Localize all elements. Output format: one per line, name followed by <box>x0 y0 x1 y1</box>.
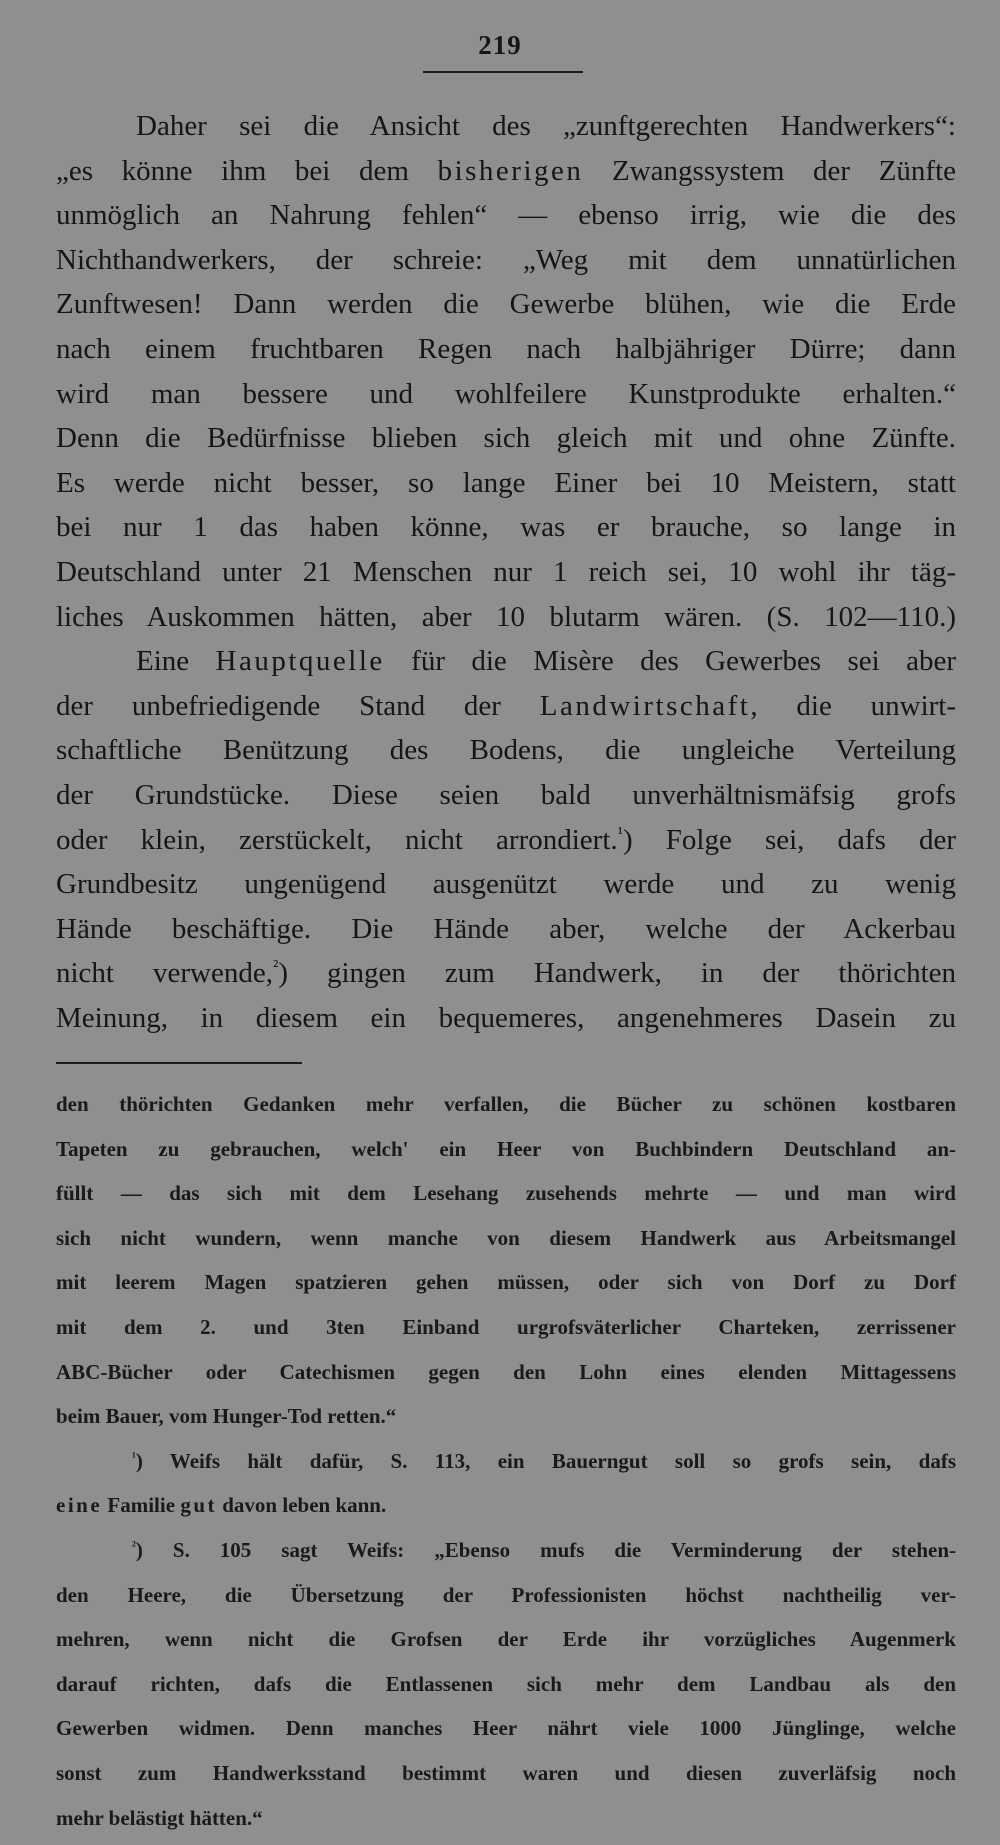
body-text-line: Deutschland unter 21 Menschen nur 1 reich sei, 10 wohl ihr täg- <box>56 550 956 595</box>
body-text-line: der Grundstücke. Diese seien bald unverhältnismäfsig grofs <box>56 773 956 818</box>
body-text-line: Nichthandwerkers, der schreie: „Weg mit dem unnatürlichen <box>56 238 956 283</box>
body-text-line: nicht verwende,$^{^2}$) gingen zum Handwerk, in der thörichten <box>56 951 956 996</box>
footnote-line: mehr belästigt hätten.“ <box>56 1801 956 1845</box>
body-text-line: Hände beschäftige. Die Hände aber, welche der Ackerbau <box>56 907 956 952</box>
body-text-line: wird man bessere und wohlfeilere Kunstprodukte erhalten.“ <box>56 372 956 417</box>
body-text-line: schaftliche Benützung des Bodens, die ungleiche Verteilung <box>56 728 956 773</box>
footnote-line: den thörichten Gedanken mehr verfallen, die Bücher zu schönen kostbaren <box>56 1087 956 1132</box>
page-number: 219 <box>0 30 1000 61</box>
footnote-separator <box>56 1062 302 1064</box>
body-text-line: „es könne ihm bei dem bisherigen Zwangssystem der Zünfte <box>56 149 956 194</box>
footnote-line: sonst zum Handwerksstand bestimmt waren und diesen zuverläfsig noch <box>56 1756 956 1801</box>
body-text-line: liches Auskommen hätten, aber 10 blutarm wären. (S. 102—110.) <box>56 595 956 640</box>
footnote-line: mehren, wenn nicht die Grofsen der Erde ihr vorzügliches Augenmerk <box>56 1622 956 1667</box>
body-text-line: der unbefriedigende Stand der Landwirtschaft, die unwirt- <box>56 684 956 729</box>
page-number-rule <box>423 71 583 73</box>
footnote-line: darauf richten, dafs die Entlassenen sich mehr dem Landbau als den <box>56 1667 956 1712</box>
body-text-line: Eine Hauptquelle für die Misère des Gewerbes sei aber <box>56 639 956 684</box>
body-text-line: Daher sei die Ansicht des „zunftgerechten Handwerkers“: <box>56 104 956 149</box>
body-text-line: Zunftwesen! Dann werden die Gewerbe blühen, wie die Erde <box>56 282 956 327</box>
footnote-line: den Heere, die Übersetzung der Professionisten höchst nachtheilig ver- <box>56 1578 956 1623</box>
body-text-line: Denn die Bedürfnisse blieben sich gleich mit und ohne Zünfte. <box>56 416 956 461</box>
body-text-line: bei nur 1 das haben könne, was er brauche, so lange in <box>56 505 956 550</box>
footnote-line: ABC-Bücher oder Catechismen gegen den Lohn eines elenden Mittagessens <box>56 1355 956 1400</box>
body-text-line: oder klein, zerstückelt, nicht arrondiert.$^{^1}$) Folge sei, dafs der <box>56 818 956 863</box>
footnote-line: $^{^1}$) Weifs hält dafür, S. 113, ein Bauerngut soll so grofs sein, dafs <box>56 1444 956 1489</box>
body-text-line: nach einem fruchtbaren Regen nach halbjähriger Dürre; dann <box>56 327 956 372</box>
footnote-line: sich nicht wundern, wenn manche von diesem Handwerk aus Arbeitsmangel <box>56 1221 956 1266</box>
footnote-line: füllt — das sich mit dem Lesehang zusehends mehrte — und man wird <box>56 1176 956 1221</box>
body-text-line: Meinung, in diesem ein bequemeres, angenehmeres Dasein zu <box>56 996 956 1041</box>
footnote-line: Gewerben widmen. Denn manches Heer nährt viele 1000 Jünglinge, welche <box>56 1711 956 1756</box>
footnote-line: Tapeten zu gebrauchen, welch' ein Heer von Buchbindern Deutschland an- <box>56 1132 956 1177</box>
body-text-line: unmöglich an Nahrung fehlen“ — ebenso irrig, wie die des <box>56 193 956 238</box>
footnote-line: mit leerem Magen spatzieren gehen müssen, oder sich von Dorf zu Dorf <box>56 1265 956 1310</box>
main-text <box>56 104 956 1040</box>
body-text-line: Grundbesitz ungenügend ausgenützt werde und zu wenig <box>56 862 956 907</box>
body-text-line: Es werde nicht besser, so lange Einer bei 10 Meistern, statt <box>56 461 956 506</box>
footnote-line: eine Familie gut davon leben kann. <box>56 1488 956 1533</box>
footnotes <box>56 1087 956 1845</box>
footnote-line: $^{^2}$) S. 105 sagt Weifs: „Ebenso mufs die Verminderung der stehen- <box>56 1533 956 1578</box>
footnote-line: mit dem 2. und 3ten Einband urgrofsväterlicher Charteken, zerrissener <box>56 1310 956 1355</box>
footnote-line: beim Bauer, vom Hunger-Tod retten.“ <box>56 1399 956 1444</box>
